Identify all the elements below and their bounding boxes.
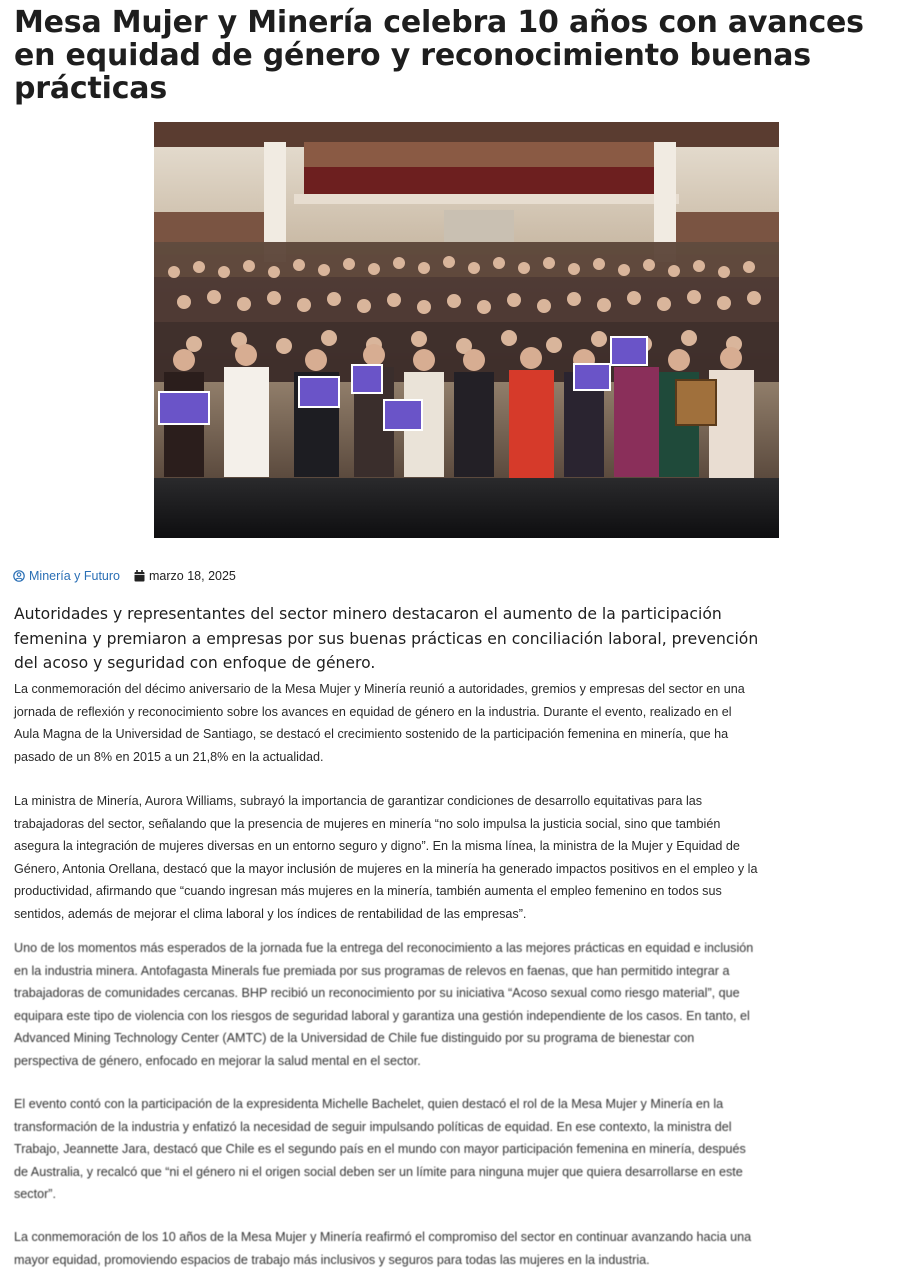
article-paragraph-1: La conmemoración del décimo aniversario de la Mesa Mujer y Minería reunió a autoridades, gremios y empresas del sector en una jornada de reflexión y reconocimiento sobre los avances en equidad de género en la industria. Durante el evento, realizado en el Aula Magna de la Universidad de Santiago, se destacó el crecimiento sostenido de la participación femenina en minería, que ha pasado de un 8% en 2015 a un 21,8% en la actualidad. (14, 682, 745, 764)
post-date (134, 568, 236, 584)
user-circle-icon (13, 570, 25, 582)
article-paragraph-5: La conmemoración de los 10 años de la Mesa Mujer y Minería reafirmó el compromiso del sector en continuar avanzando hacia una mayor equidad, promoviendo espacios de trabajo más inclusivos y seguros para todas las mujeres en la industria. (14, 1230, 752, 1267)
article-paragraph-3: Uno de los momentos más esperados de la jornada fue la entrega del reconocimiento a las mejores prácticas en equidad e inclusión en la industria minera. Antofagasta Minerals fue premiada por sus programas de relevos en faenas, que han permitido integrar a trabajadoras de comunidades cercanas. BHP recibió un reconocimiento por su iniciativa “Acoso sexual como riesgo material”, que equipara este tipo de violencia con los riesgos de seguridad laboral y garantiza una gestión independiente de los casos. En tanto, el Advanced Mining Technology Center (AMTC) de la Universidad de Chile fue distinguido por su programa de bienestar con perspectiva de género, enfocado en mejorar la salud mental en el sector. (14, 941, 754, 1068)
author-name[interactable]: Minería y Futuro (29, 569, 121, 583)
author-link[interactable] (13, 568, 120, 584)
article-title: Mesa Mujer y Minería celebra 10 años con avances en equidad de género y reconocimiento buenas prácticas (14, 5, 864, 106)
post-date-text: marzo 18, 2025 (149, 569, 236, 583)
photo-illustration (154, 122, 779, 538)
calendar-icon (134, 570, 145, 582)
post-meta (13, 568, 236, 584)
article-paragraph-2: La ministra de Minería, Aurora Williams, subrayó la importancia de garantizar condiciones de desarrollo equitativas para las trabajadoras del sector, señalando que la presencia de mujeres en minería “no solo impulsa la justicia social, sino que también asegura la integración de mujeres diversas en un entorno seguro y digno”. En la misma línea, la ministra de la Mujer y Equidad de Género, Antonia Orellana, destacó que la mayor inclusión de mujeres en la minería ha generado impactos positivos en el empleo y la productividad, afirmando que “cuando ingresan más mujeres en la minería, también aumenta el empleo femenino en todos sus sentidos, además de mejorar el clima laboral y los índices de rentabilidad de las empresas”. (14, 794, 758, 921)
article-lead: Autoridades y representantes del sector minero destacaron el aumento de la participación femenina y premiaron a empresas por sus buenas prácticas en conciliación laboral, prevención del acoso y seguridad con enfoque de género. (14, 605, 759, 672)
article-paragraph-4: El evento contó con la participación de la expresidenta Michelle Bachelet, quien destacó el rol de la Mesa Mujer y Minería en la transformación de la industria y enfatizó la necesidad de seguir impulsando políticas de equidad. En ese contexto, la ministra del Trabajo, Jeannette Jara, destacó que Chile es el segundo país en el mundo con mayor participación femenina en minería, después de Australia, y recalcó que “ni el género ni el origen social deben ser un límite para ninguna mujer que quiera desarrollarse en este sector”. (14, 1097, 746, 1201)
event-group-photo (154, 122, 779, 538)
